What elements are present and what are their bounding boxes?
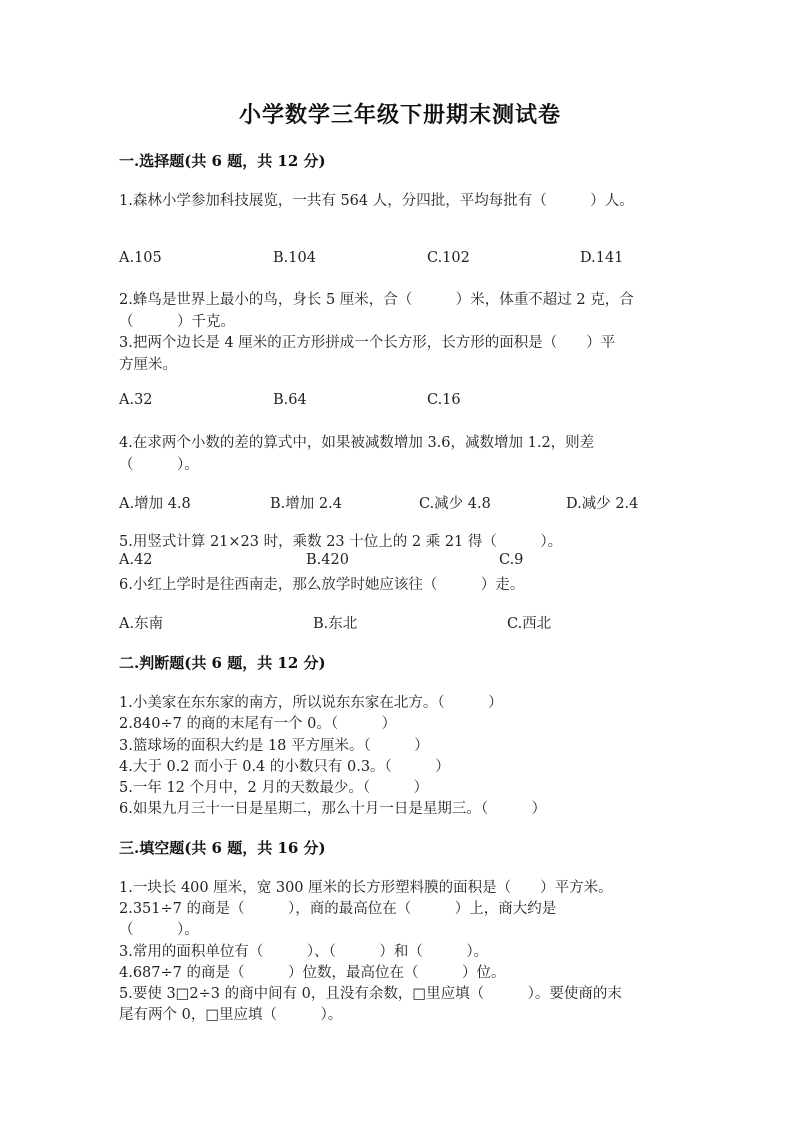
question-3-option-a: A.32 (119, 392, 153, 408)
judgment-item-1: 1.小美家在东东家的南方，所以说东东家在北方。（ ） (119, 695, 503, 711)
question-4-text-line-2: （ ）。 (119, 457, 199, 473)
question-5-option-b: B.420 (306, 552, 349, 568)
fill-item-3: 3.常用的面积单位有（ ）、（ ）和（ ）。 (119, 944, 489, 960)
judgment-item-6: 6.如果九月三十一日是星期二，那么十月一日是星期三。（ ） (119, 801, 547, 817)
question-3-option-b: B.64 (273, 392, 307, 408)
question-6-option-c: C.西北 (507, 616, 552, 632)
question-5-option-c: C.9 (499, 552, 524, 568)
question-3-text-line-2: 方厘米。 (119, 357, 177, 373)
question-1-option-b: B.104 (273, 250, 316, 266)
question-4-option-b: B.增加 2.4 (270, 496, 342, 512)
question-6-text: 6.小红上学时是往西南走，那么放学时她应该往（ ）走。 (119, 577, 525, 593)
fill-item-2-line-2: （ ）。 (119, 922, 199, 938)
section-heading-judgment: 二.判断题(共 6 题，共 12 分) (119, 654, 326, 672)
question-4-option-c: C.减少 4.8 (419, 496, 491, 512)
page-title: 小学数学三年级下册期末测试卷 (238, 102, 561, 128)
question-5-option-a: A.42 (119, 552, 153, 568)
judgment-item-2: 2.840÷7 的商的末尾有一个 0。（ ） (119, 716, 397, 732)
judgment-item-4: 4.大于 0.2 而小于 0.4 的小数只有 0.3。（ ） (119, 759, 450, 775)
question-1-option-a: A.105 (119, 250, 162, 266)
question-4-option-d: D.减少 2.4 (566, 496, 639, 512)
fill-item-1: 1.一块长 400 厘米，宽 300 厘米的长方形塑料膜的面积是（ ）平方米。 (119, 880, 613, 896)
question-1-option-d: D.141 (580, 250, 624, 266)
question-6-option-a: A.东南 (119, 616, 164, 632)
section-heading-fill-blank: 三.填空题(共 6 题，共 16 分) (119, 839, 326, 857)
fill-item-5-line-1: 5.要使 3□2÷3 的商中间有 0，且没有余数，□里应填（ ）。要使商的末 (119, 986, 622, 1002)
question-3-text-line-1: 3.把两个边长是 4 厘米的正方形拼成一个长方形，长方形的面积是（ ）平 (119, 335, 616, 351)
question-6-option-b: B.东北 (313, 616, 358, 632)
judgment-item-5: 5.一年 12 个月中，2 月的天数最少。（ ） (119, 780, 429, 796)
question-1-option-c: C.102 (427, 250, 470, 266)
question-2-text-line-1: 2.蜂鸟是世界上最小的鸟，身长 5 厘米，合（ ）米，体重不超过 2 克，合 (119, 292, 634, 308)
question-5-text: 5.用竖式计算 21×23 时，乘数 23 十位上的 2 乘 21 得（ ）。 (119, 534, 563, 550)
fill-item-4: 4.687÷7 的商是（ ）位数，最高位在（ ）位。 (119, 965, 506, 981)
question-4-option-a: A.增加 4.8 (119, 496, 191, 512)
fill-item-5-line-2: 尾有两个 0，□里应填（ ）。 (119, 1007, 343, 1023)
judgment-item-3: 3.篮球场的面积大约是 18 平方厘米。（ ） (119, 738, 429, 754)
fill-item-2-line-1: 2.351÷7 的商是（ ），商的最高位在（ ）上，商大约是 (119, 901, 557, 917)
question-4-text-line-1: 4.在求两个小数的差的算式中，如果被减数增加 3.6，减数增加 1.2，则差 (119, 435, 595, 451)
question-3-option-c: C.16 (427, 392, 461, 408)
question-2-text-line-2: （ ）千克。 (119, 314, 235, 330)
section-heading-choice: 一.选择题(共 6 题，共 12 分) (119, 152, 326, 170)
question-1-text: 1.森林小学参加科技展览，一共有 564 人，分四批，平均每批有（ ）人。 (119, 193, 634, 209)
